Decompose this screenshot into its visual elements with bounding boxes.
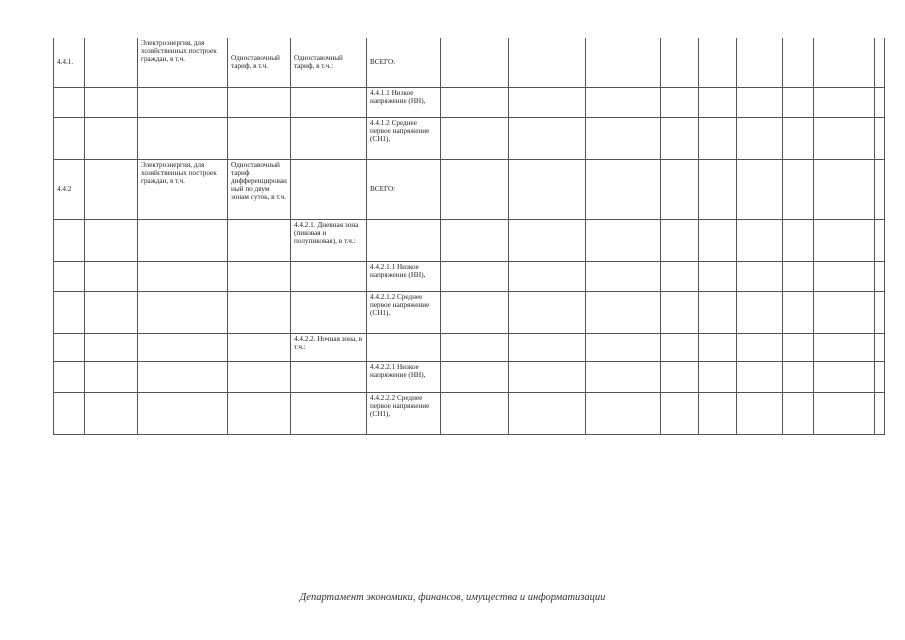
table-cell [54, 333, 85, 361]
table-cell [699, 87, 737, 117]
table-cell [54, 261, 85, 291]
table-cell [783, 291, 814, 333]
table-cell [441, 333, 509, 361]
table-cell [85, 159, 138, 219]
tariff-type: Одноставочный тариф дифференцированный по двум зонам суток, в т.ч. [228, 159, 291, 219]
table-row [54, 38, 885, 87]
table-cell [228, 117, 291, 159]
table-row [54, 361, 885, 392]
table-row [54, 392, 885, 434]
table-cell [509, 361, 586, 392]
table-cell [814, 117, 875, 159]
table-cell [875, 392, 885, 434]
table-cell [699, 333, 737, 361]
table-cell [138, 291, 228, 333]
table-cell [737, 291, 783, 333]
table-cell [441, 261, 509, 291]
table-cell [54, 392, 85, 434]
table-cell [814, 261, 875, 291]
table-cell [783, 87, 814, 117]
table-cell [85, 392, 138, 434]
table-cell [228, 291, 291, 333]
table-cell [737, 117, 783, 159]
table-cell [291, 87, 367, 117]
table-cell [661, 117, 699, 159]
table-cell [291, 117, 367, 159]
table-cell [138, 261, 228, 291]
table-row [54, 117, 885, 159]
table-cell [814, 392, 875, 434]
table-cell [509, 87, 586, 117]
table-cell [875, 117, 885, 159]
table-cell [138, 219, 228, 261]
tariff-type: Одноставочный тариф, в т.ч. [228, 38, 291, 87]
table-cell [875, 333, 885, 361]
table-row [54, 261, 885, 291]
table-cell [441, 38, 509, 87]
table-cell [661, 392, 699, 434]
table-cell [138, 333, 228, 361]
table-cell [875, 291, 885, 333]
table-cell [586, 261, 661, 291]
table-cell [737, 361, 783, 392]
table-cell [441, 392, 509, 434]
table-cell [586, 291, 661, 333]
table-cell [441, 361, 509, 392]
table-cell [661, 361, 699, 392]
table-cell [509, 333, 586, 361]
table-cell [783, 261, 814, 291]
row-number: 4.4.1. [54, 38, 85, 87]
table-cell [228, 333, 291, 361]
table-cell [661, 159, 699, 219]
tariff-subtype: 4.4.2.1. Дневная зона (пиковая и полупиковая), в т.ч.: [291, 219, 367, 261]
table-cell [875, 361, 885, 392]
voltage-level: 4.4.2.2.2 Среднее первое напряжение (СН1), [367, 392, 441, 434]
table-cell [699, 361, 737, 392]
table-cell [699, 159, 737, 219]
table-cell [54, 291, 85, 333]
table-cell [699, 219, 737, 261]
table-cell [291, 159, 367, 219]
table-cell [814, 87, 875, 117]
table-cell [783, 361, 814, 392]
table-cell [875, 219, 885, 261]
table-cell [85, 38, 138, 87]
table-cell [509, 117, 586, 159]
table-cell [228, 392, 291, 434]
table-cell [783, 333, 814, 361]
voltage-level: 4.4.2.1.2 Среднее первое напряжение (СН1), [367, 291, 441, 333]
table-cell [228, 361, 291, 392]
table-cell [85, 361, 138, 392]
table-cell [586, 38, 661, 87]
table-cell [138, 117, 228, 159]
consumer-category: Электроэнергия, для хозяйственных построек граждан, в т.ч. [138, 38, 228, 87]
table-cell [814, 361, 875, 392]
table-cell [509, 392, 586, 434]
table-cell [586, 219, 661, 261]
table-cell [291, 261, 367, 291]
table-cell [586, 361, 661, 392]
table-cell [367, 219, 441, 261]
voltage-level: 4.4.2.2.1 Низкое напряжение (НН), [367, 361, 441, 392]
table-cell [441, 87, 509, 117]
table-cell [699, 261, 737, 291]
table-cell [737, 333, 783, 361]
table-cell [586, 87, 661, 117]
table-cell [661, 38, 699, 87]
table-cell [441, 291, 509, 333]
table-cell [875, 159, 885, 219]
table-cell [85, 87, 138, 117]
table-cell [699, 38, 737, 87]
table-cell [737, 38, 783, 87]
table-cell [291, 392, 367, 434]
table-row [54, 87, 885, 117]
table-cell [814, 219, 875, 261]
table-cell [586, 117, 661, 159]
voltage-level: ВСЕГО: [367, 159, 441, 219]
voltage-level: ВСЕГО: [367, 38, 441, 87]
table-cell [291, 291, 367, 333]
table-cell [875, 87, 885, 117]
table-cell [737, 219, 783, 261]
table-row [54, 333, 885, 361]
table-cell [85, 333, 138, 361]
table-cell [509, 38, 586, 87]
page-footer: Департамент экономики, финансов, имущества и информатизации [299, 592, 606, 603]
table-cell [228, 261, 291, 291]
table-row [54, 291, 885, 333]
table-cell [441, 219, 509, 261]
voltage-level: 4.4.1.1 Низкое напряжение (НН), [367, 87, 441, 117]
tariff-table [53, 38, 885, 435]
table-cell [85, 219, 138, 261]
table-cell [814, 291, 875, 333]
table-cell [783, 159, 814, 219]
table-cell [138, 87, 228, 117]
table-cell [138, 361, 228, 392]
table-cell [783, 117, 814, 159]
table-cell [661, 333, 699, 361]
table-cell [54, 117, 85, 159]
table-cell [737, 392, 783, 434]
table-cell [509, 159, 586, 219]
table-cell [699, 117, 737, 159]
table-cell [661, 219, 699, 261]
table-cell [441, 159, 509, 219]
table-cell [367, 333, 441, 361]
table-cell [737, 87, 783, 117]
table-cell [291, 361, 367, 392]
table-cell [509, 219, 586, 261]
table-cell [875, 261, 885, 291]
table-cell [85, 117, 138, 159]
table-cell [875, 38, 885, 87]
table-cell [661, 291, 699, 333]
table-cell [783, 392, 814, 434]
table-cell [54, 87, 85, 117]
voltage-level: 4.4.2.1.1 Низкое напряжение (НН), [367, 261, 441, 291]
table-cell [509, 261, 586, 291]
table-cell [85, 261, 138, 291]
table-cell [586, 159, 661, 219]
table-cell [737, 159, 783, 219]
consumer-category: Электроэнергия, для хозяйственных построек граждан, в т.ч. [138, 159, 228, 219]
row-number: 4.4.2 [54, 159, 85, 219]
table-cell [85, 291, 138, 333]
table-cell [441, 117, 509, 159]
table-cell [138, 392, 228, 434]
table-cell [661, 261, 699, 291]
table-row [54, 159, 885, 219]
tariff-subtype: Одноставочный тариф, в т.ч.: [291, 38, 367, 87]
table-cell [509, 291, 586, 333]
table-cell [586, 333, 661, 361]
table-cell [814, 333, 875, 361]
table-row [54, 219, 885, 261]
table-cell [783, 38, 814, 87]
table-cell [814, 159, 875, 219]
table-cell [228, 219, 291, 261]
table-cell [661, 87, 699, 117]
table-cell [586, 392, 661, 434]
table-cell [228, 87, 291, 117]
table-cell [54, 361, 85, 392]
table-cell [737, 261, 783, 291]
table-cell [814, 38, 875, 87]
voltage-level: 4.4.1.2 Среднее первое напряжение (СН1), [367, 117, 441, 159]
table-cell [783, 219, 814, 261]
table-cell [699, 291, 737, 333]
tariff-subtype: 4.4.2.2. Ночная зона, в т.ч.: [291, 333, 367, 361]
table-cell [54, 219, 85, 261]
table-cell [699, 392, 737, 434]
